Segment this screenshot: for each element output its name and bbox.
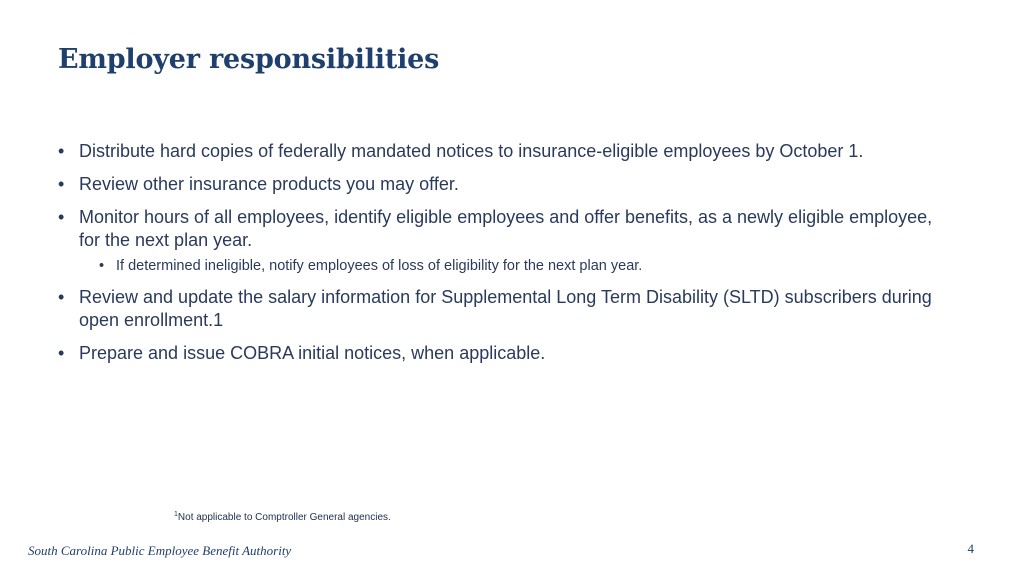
slide-title: Employer responsibilities: [58, 44, 440, 75]
footnote-marker: 1: [174, 511, 178, 518]
page-number: 4: [967, 541, 974, 556]
bullet-item: • Prepare and issue COBRA initial notices, when applicable.: [58, 342, 958, 365]
bullet-list: [58, 140, 958, 375]
bullet-item: • Distribute hard copies of federally mandated notices to insurance-eligible employees by October 1.: [58, 140, 958, 163]
footer-organization: South Carolina Public Employee Benefit Authority: [28, 543, 292, 558]
bullet-item: • Review and update the salary information for Supplemental Long Term Disability (SLTD) subscribers during open enrollment.1: [58, 286, 958, 332]
bullet-item: • Review other insurance products you may offer.: [58, 173, 958, 196]
footnote-text: Not applicable to Comptroller General agencies.: [177, 512, 391, 523]
bullet-item: • Monitor hours of all employees, identify eligible employees and offer benefits, as a newly eligible employee, for the next plan year.: [58, 206, 958, 252]
sub-bullet-item: • If determined ineligible, notify employees of loss of eligibility for the next plan year.: [58, 256, 958, 276]
footnote: [174, 512, 391, 523]
